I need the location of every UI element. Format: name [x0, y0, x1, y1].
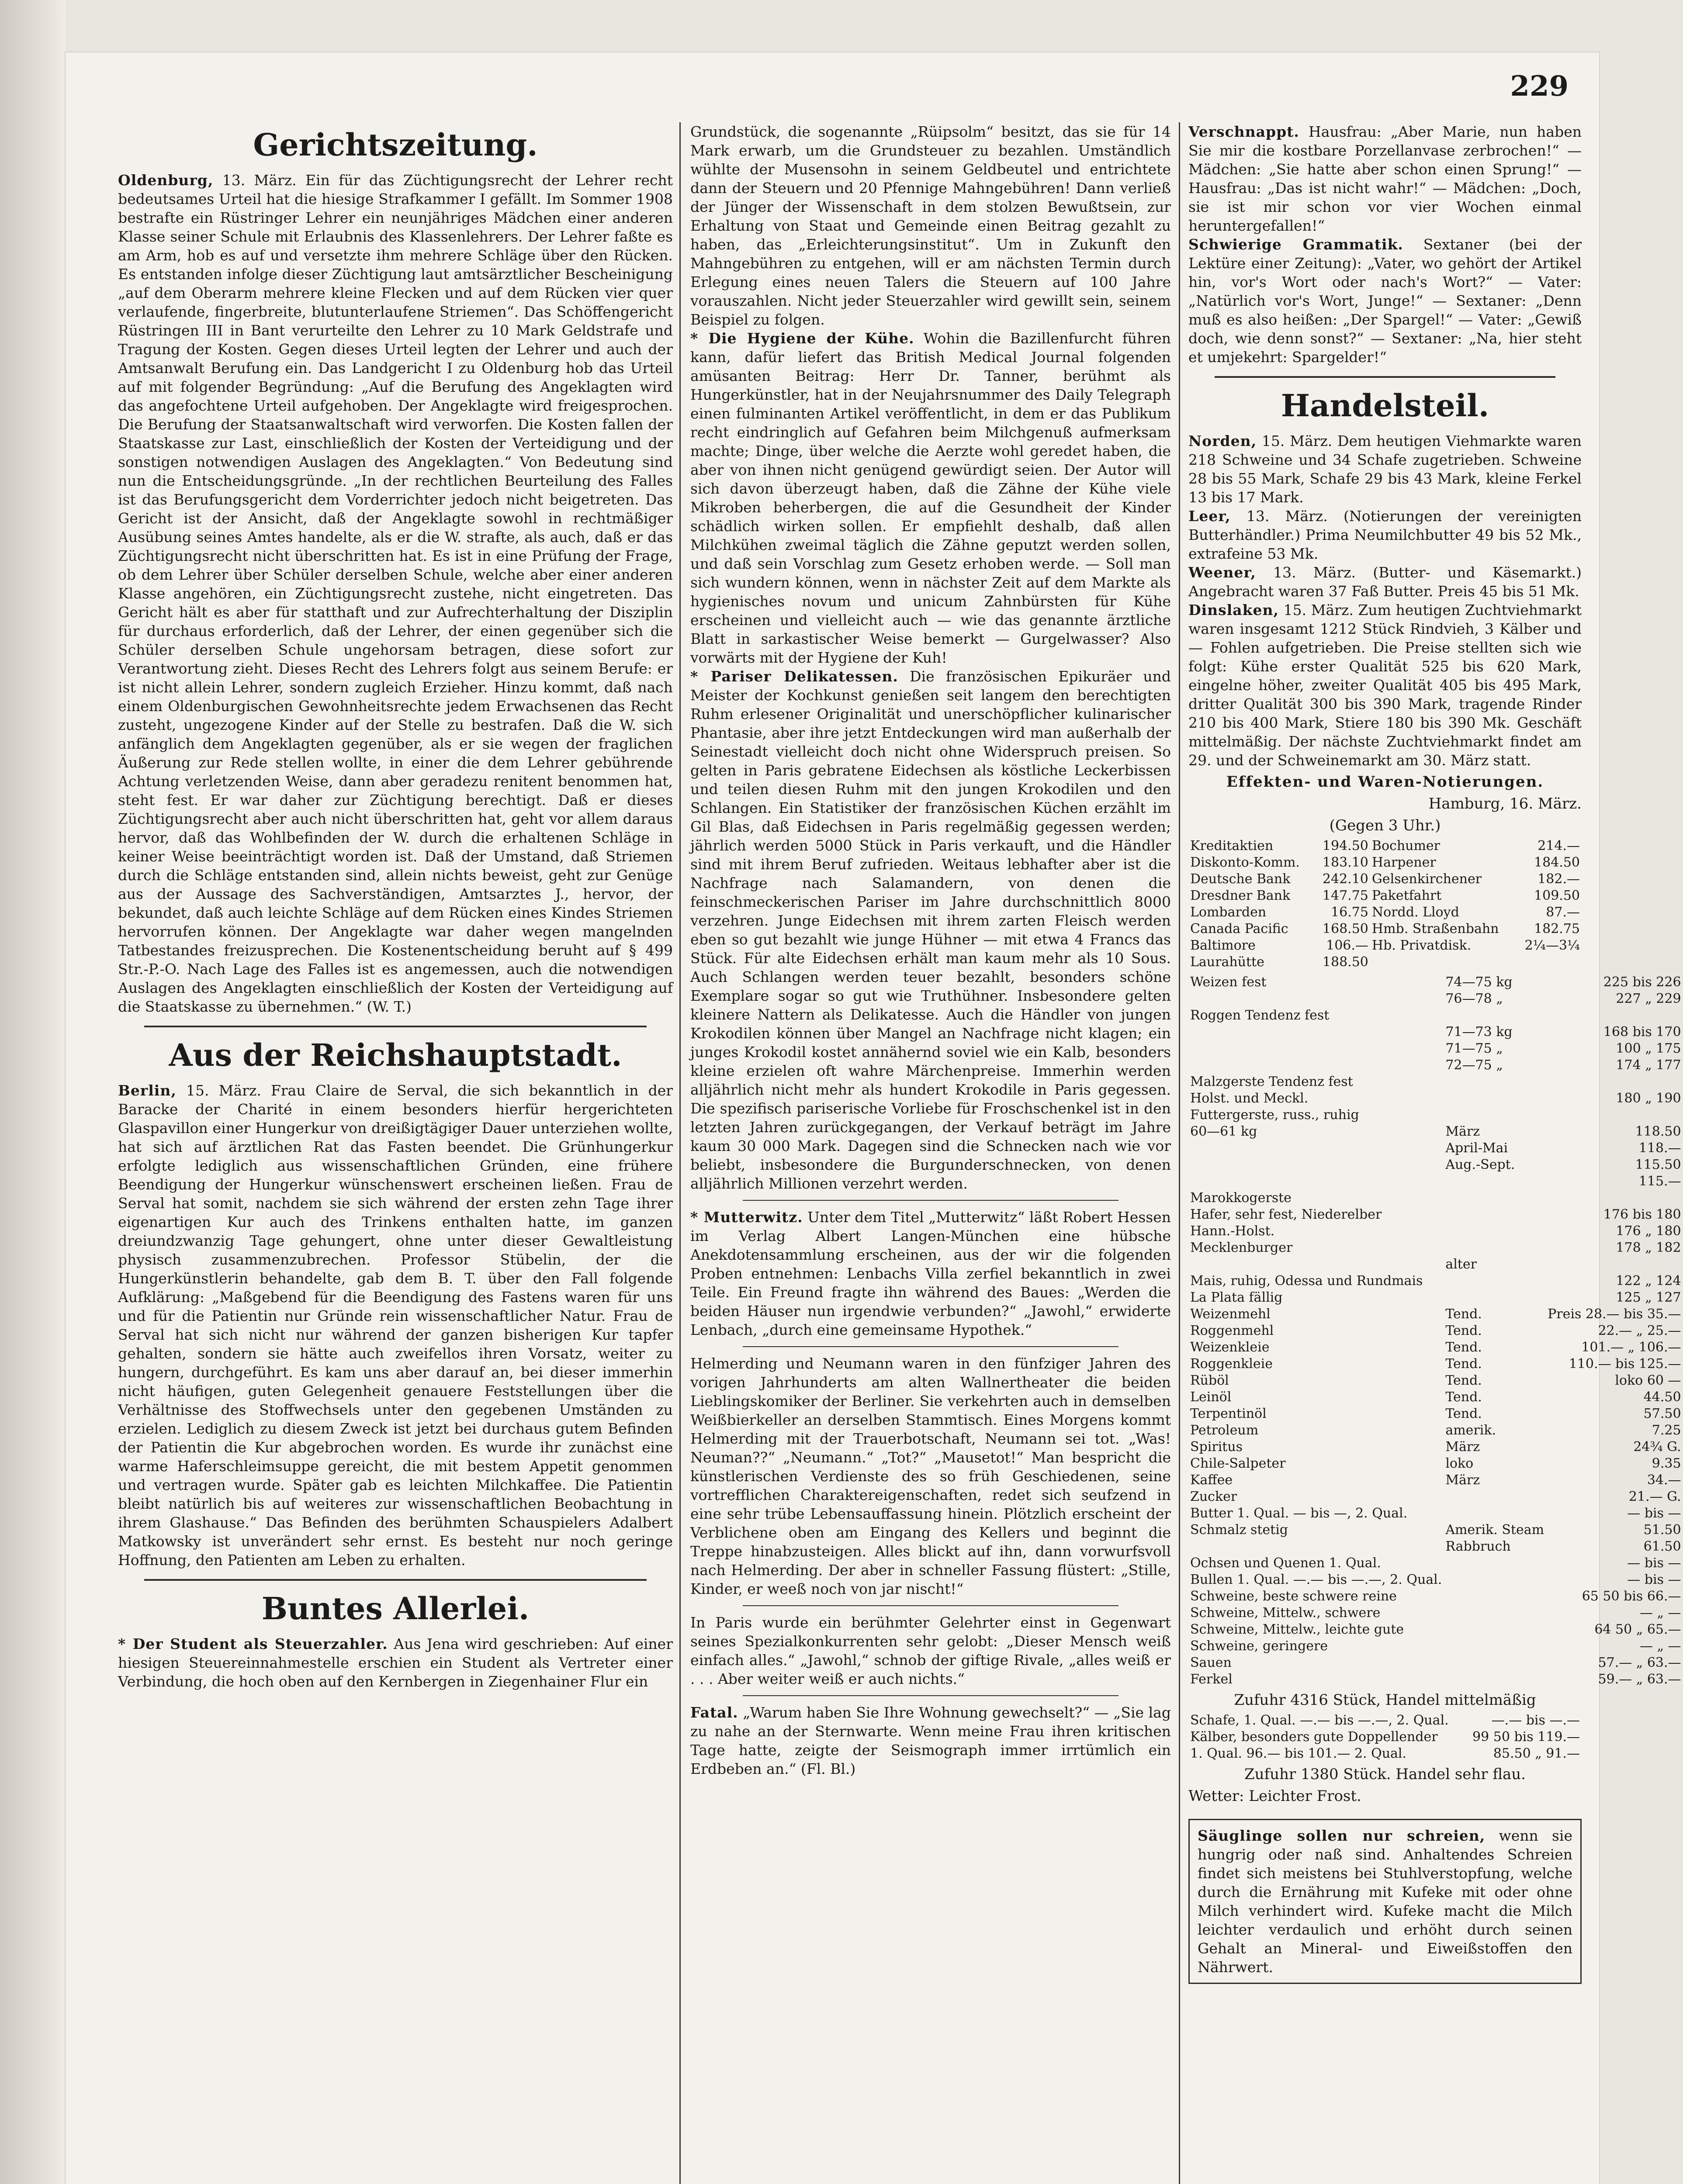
table-cell: 174 „ 177: [1616, 1057, 1681, 1073]
table-row: [1188, 1555, 1683, 1572]
article-text: [690, 1703, 1171, 1778]
table-cell: Schweine, beste schwere reine: [1190, 1589, 1397, 1604]
table-cell: Tend.: [1445, 1340, 1482, 1355]
table-cell: 71—73 kg: [1445, 1024, 1513, 1040]
article-lead: Fatal.: [690, 1704, 738, 1721]
article-lead: * Pariser Delikatessen.: [690, 668, 898, 685]
table-cell: loko 60 —: [1615, 1373, 1681, 1388]
table-cell: [1546, 1074, 1683, 1090]
table-row: [1188, 1489, 1683, 1505]
table-cell: 72—75 „: [1445, 1057, 1503, 1073]
table-row: [1188, 1190, 1683, 1206]
page-number: 229: [1510, 70, 1569, 103]
table-row: [1188, 1406, 1683, 1422]
article-body: Sextaner (bei der Lektüre einer Zeitung): „Vater, wo gehört der Artikel hin, vor's Wort oder nach's Wort?“ — Vater: „Natürlich vor's Wort, Junge!“ — Sextaner: „Denn muß es also heißen: „Der Spargel!“ — Vater: „Gewiß doch, wie denn sonst?“ — Sextaner: „Na, hier steht et umjekehrt: Spargelder!“: [1188, 236, 1582, 366]
table-cell: loko: [1445, 1456, 1474, 1471]
table-cell: 87.—: [1546, 905, 1580, 920]
table-cell: Lombarden: [1190, 905, 1267, 920]
table-cell: Kälber, besonders gute Doppellender: [1190, 1729, 1438, 1745]
article-lead: Verschnappt.: [1188, 123, 1299, 140]
table-cell: Holst. und Meckl.: [1190, 1091, 1309, 1106]
table-cell: 183.10: [1322, 855, 1368, 870]
table-cell: 85.50 „ 91.—: [1493, 1746, 1580, 1761]
table-row: [1188, 1729, 1582, 1745]
table-cell: März: [1445, 1472, 1480, 1488]
table-cell: [1444, 1206, 1546, 1223]
table-cell: 21.— G.: [1628, 1489, 1681, 1504]
table-cell: Weizen fest: [1190, 975, 1267, 990]
table-cell: 182.—: [1538, 871, 1580, 887]
divider: [1215, 376, 1555, 378]
table-cell: 227 „ 229: [1616, 991, 1681, 1006]
table-cell: [1444, 1489, 1546, 1505]
table-cell: Roggenmehl: [1190, 1323, 1274, 1338]
table-cell: 7.25: [1652, 1423, 1681, 1438]
table-cell: Hafer, sehr fest, Niederelber: [1190, 1207, 1382, 1222]
table-row: [1188, 1289, 1683, 1306]
table-cell: Amerik. Steam: [1445, 1522, 1544, 1538]
table-cell: Spiritus: [1190, 1439, 1243, 1455]
table-row: [1188, 1605, 1683, 1621]
article-text: [690, 667, 1171, 1193]
table-cell: — bis —: [1627, 1572, 1681, 1587]
table-cell: 51.50: [1643, 1522, 1681, 1538]
article-body: Hausfrau: „Aber Marie, nun haben Sie mir die kostbare Porzellanvase zerbrochen!“ — Mädchen: „Sie hatte aber schon einen Sprung!“ — Hausfrau: „Das ist nicht wahr!“ — Mädchen: „Doch, sie ist mir schon vor vier Wochen einmal heruntergefallen!“: [1188, 123, 1582, 234]
table-row: [1188, 854, 1582, 871]
table-cell: Ferkel: [1190, 1672, 1233, 1687]
table-cell: Tend.: [1445, 1406, 1482, 1421]
column-1: [118, 122, 673, 2184]
sheep-table: [1188, 1712, 1582, 1762]
article-text: [118, 171, 673, 1016]
advertisement-text: [1198, 1826, 1572, 1977]
advertisement-lead: Säuglinge sollen nur schreien,: [1198, 1827, 1486, 1844]
table-row: [1188, 1422, 1683, 1439]
article-lead: * Die Hygiene der Kühe.: [690, 330, 914, 347]
table-cell: Mais, ruhig, Odessa und Rundmais: [1190, 1273, 1423, 1289]
table-row: [1188, 1240, 1683, 1256]
divider: [144, 1026, 647, 1027]
article-text: Helmerding und Neumann waren in den fünfziger Jahren des vorigen Jahrhunderts am alten Wallnertheater die beiden Lieblingskomiker der Berliner. Sie verkehrten auch in demselben Weißbierkeller an derselben Stammtisch. Eines Morgens kommt Helmerding mit der Trauerbotschaft, Neumann sei tot. „Was! Neuman??“ „Neumann.“ „Tot?“ „Mausetot!“ Man bespricht die künstlerischen Verdienste des so früh Geschiedenen, seine vortrefflichen Charaktereigenschaften, redet sich seufzend in eine sehr trübe Lebensauffassung hinein. Plötzlich erscheint der Verblichene oben am Eingang des Kellers und beginnt die Treppe hinabzusteigen. Alles blickt auf ihn, dann vorwurfsvoll nach Helmerding. Der aber in schneller Fassung flüstert: „Stille, Kinder, er weeß noch von jar nischt!“: [690, 1355, 1171, 1597]
table-cell: Mecklenburger: [1190, 1240, 1293, 1255]
table-cell: Baltimore: [1190, 938, 1256, 953]
table-cell: Harpener: [1371, 855, 1436, 870]
table-cell: [1188, 1173, 1444, 1190]
table-cell: [1188, 991, 1444, 1007]
table-cell: Schweine, geringere: [1190, 1638, 1328, 1654]
article-lead: Dinslaken,: [1188, 601, 1279, 619]
table-cell: 122 „ 124: [1616, 1273, 1681, 1289]
table-cell: Canada Pacific: [1190, 921, 1288, 936]
table-row: [1188, 991, 1683, 1007]
table-cell: [1188, 1057, 1444, 1074]
section-heading: Gerichtszeitung.: [253, 127, 538, 163]
table-cell: [1444, 1638, 1546, 1655]
table-cell: 101.— „ 106.—: [1581, 1340, 1681, 1355]
table-cell: 180 „ 190: [1616, 1091, 1681, 1106]
table-row: [1188, 1057, 1683, 1074]
article-body: Wohin die Bazillenfurcht führen kann, dafür liefert das British Medical Journal folgenden amüsanten Beitrag: Herr Dr. Tanner, berühmt als Hungerkünstler, hat in der Neujahrsnummer des Daily Telegraph einen fulminanten Artikel veröffentlicht, in dem er das Publikum recht eindringlich auf Gefahren beim Milchgenuß aufmerksam machte; Dinge, über welche die Aerzte wohl geredet haben, die aber von ihnen nicht genügend gewürdigt seien. Der Autor will sich davon überzeugt haben, daß die Zähne der Kühe viele Mikroben beherbergen, die auf die Gesundheit der Kinder schädlich wirken sollen. Er empfiehlt deshalb, daß allen Milchkühen zweimal täglich die Zähne geputzt werden sollen, und daß sein Vorschlag zum Gesetz erhoben werde. — Soll man sich wundern können, wenn in nächster Zeit auf dem Markte als hygienisches novum und unicum Zahnbürsten für Kühe erscheinen und vielleicht auch — wie das genannte ärztliche Blatt in sarkastischer Weise bemerkt — Gurgelwasser? Also vorwärts mit der Hygiene der Kuh!: [690, 330, 1171, 666]
table-row: [1188, 1157, 1683, 1173]
quotes-place: Hamburg, 16. März.: [1428, 795, 1582, 812]
table-cell: Malzgerste Tendenz fest: [1190, 1074, 1353, 1089]
table-cell: [1444, 1505, 1546, 1522]
supply-note: Zufuhr 4316 Stück, Handel mittelmäßig: [1234, 1691, 1536, 1709]
table-cell: Bullen 1. Qual. —.— bis —.—, 2. Qual.: [1190, 1572, 1442, 1587]
table-cell: Sauen: [1190, 1655, 1232, 1670]
table-cell: 178 „ 182: [1616, 1240, 1681, 1255]
table-cell: [1444, 1273, 1546, 1289]
table-cell: — bis —: [1627, 1555, 1681, 1571]
stock-table: [1188, 838, 1582, 971]
table-cell: [1444, 1190, 1546, 1206]
table-row: [1188, 888, 1582, 904]
article-body: Unter dem Titel „Mutterwitz“ läßt Robert Hessen im Verlag Albert Langen-München eine hübsche Anekdotensammlung erscheinen, aus der wir die folgenden Proben entnehmen: Lenbachs Villa zerfiel bekanntlich in zwei Teile. Ein Freund fragte ihn während des Baues: „Werden die beiden Häuser nun irgendwie verbunden?“ „Jawohl,“ erwiderte Lenbach, „durch eine gemeinsame Hypothek.“: [690, 1209, 1171, 1338]
table-row: [1188, 871, 1582, 888]
table-row: [1188, 1223, 1683, 1240]
table-cell: Laurahütte: [1190, 954, 1264, 970]
table-cell: [1444, 1074, 1546, 1090]
table-cell: amerik.: [1445, 1423, 1496, 1438]
table-row: [1188, 1522, 1683, 1538]
table-cell: 176 „ 180: [1616, 1223, 1681, 1239]
article-lead: Weener,: [1188, 564, 1256, 581]
table-cell: 57.50: [1643, 1406, 1681, 1421]
table-cell: [1444, 1090, 1546, 1107]
table-cell: Petroleum: [1190, 1423, 1259, 1438]
table-row: [1188, 1655, 1683, 1671]
table-row: [1188, 1538, 1683, 1555]
table-cell: Tend.: [1445, 1356, 1482, 1372]
table-cell: Tend.: [1445, 1373, 1482, 1388]
table-cell: Schmalz stetig: [1190, 1522, 1288, 1538]
table-cell: Roggen Tendenz fest: [1190, 1008, 1330, 1023]
column-2: [690, 122, 1171, 2184]
table-cell: Deutsche Bank: [1190, 871, 1291, 887]
table-cell: Nordd. Lloyd: [1371, 905, 1459, 920]
table-cell: Schweine, Mittelw., schwere: [1190, 1605, 1381, 1621]
table-row: [1188, 1372, 1683, 1389]
table-cell: 115.—: [1638, 1174, 1681, 1189]
table-cell: 100 „ 175: [1616, 1041, 1681, 1056]
table-cell: — „ —: [1639, 1638, 1681, 1654]
weather-note: Wetter: Leichter Frost.: [1188, 1787, 1361, 1805]
table-cell: Bochumer: [1371, 838, 1440, 854]
table-cell: [1546, 1107, 1683, 1123]
table-cell: [1444, 1240, 1546, 1256]
article-text: [690, 1208, 1171, 1339]
table-cell: [1188, 1538, 1444, 1555]
table-cell: — bis —: [1627, 1506, 1681, 1521]
table-cell: 110.— bis 125.—: [1569, 1356, 1681, 1372]
table-cell: [1188, 1040, 1444, 1057]
article-lead: Oldenburg,: [118, 172, 214, 189]
table-cell: 64 50 „ 65.—: [1594, 1622, 1681, 1637]
stock-table-body: [1188, 838, 1582, 971]
article-body: 15. März. Zum heutigen Zuchtviehmarkt waren insgesamt 1212 Stück Rindvieh, 3 Kälber und — Fohlen aufgetrieben. Die Preise stellten sich wie folgt: Kühe erster Qualität 525 bis 620 Mark, eingelne höher, zweiter Qualität 405 bis 495 Mark, dritter Qualität 300 bis 390 Mark, tragende Rinder 210 bis 400 Mark, Stiere 180 bis 390 Mk. Geschäft mittelmäßig. Der nächste Zuchtviehmarkt findet am 29. und der Schweinemarkt am 30. März statt.: [1188, 601, 1582, 769]
table-cell: 184.50: [1534, 855, 1580, 870]
table-cell: [1444, 1107, 1546, 1123]
section-heading: Aus der Reichshauptstadt.: [169, 1037, 622, 1073]
table-cell: 194.50: [1322, 838, 1368, 854]
table-row: [1188, 1007, 1683, 1024]
table-cell: [1188, 1256, 1444, 1273]
table-cell: März: [1445, 1439, 1480, 1455]
article-lead: * Mutterwitz.: [690, 1209, 803, 1226]
table-row: [1188, 1256, 1683, 1273]
table-row: [1188, 1040, 1683, 1057]
table-cell: 65 50 bis 66.—: [1582, 1589, 1681, 1604]
table-cell: 214.—: [1538, 838, 1580, 854]
table-row: [1188, 1472, 1683, 1489]
table-row: [1188, 1090, 1683, 1107]
table-cell: Dresdner Bank: [1190, 888, 1291, 903]
column-3: [1188, 122, 1681, 2184]
table-cell: Hann.-Holst.: [1190, 1223, 1275, 1239]
table-cell: [1444, 1655, 1546, 1671]
table-cell: 34.—: [1647, 1472, 1681, 1488]
article-text: In Paris wurde ein berühmter Gelehrter einst in Gegenwart seines Spezialkonkurrenten sehr gelobt: „Dieser Mensch weiß einfach alles.“ „Jawohl,“ schnob der giftige Rivale, „alles weiß er . . . Aber weiter weiß er auch nichts.“: [690, 1614, 1171, 1687]
table-cell: Rüböl: [1190, 1373, 1229, 1388]
table-cell: [1546, 1190, 1683, 1206]
table-cell: Butter 1. Qual. — bis —, 2. Qual.: [1190, 1506, 1408, 1521]
advertisement-body: wenn sie hungrig oder naß sind. Anhaltendes Schreien findet sich meistens bei Stuhlverstopfung, welche durch die Ernährung mit Kufeke mit oder ohne Milch verhindert wird. Kufeke macht die Milch leichter verdaulich und erhöht durch seinen Gehalt an Mineral- und Eiweißstoffen den Nährwert.: [1198, 1827, 1573, 1976]
divider: [144, 1579, 647, 1581]
article-text: [1188, 235, 1582, 366]
table-cell: Schafe, 1. Qual. —.— bis —.—, 2. Qual.: [1190, 1713, 1449, 1728]
table-cell: Marokkogerste: [1190, 1190, 1292, 1206]
article-text: [1188, 432, 1582, 507]
table-cell: [1188, 1140, 1444, 1157]
table-cell: 182.75: [1534, 921, 1580, 936]
table-cell: 71—75 „: [1445, 1041, 1503, 1056]
table-row: [1188, 1107, 1683, 1123]
goods-table: [1188, 974, 1683, 1688]
table-cell: 60—61 kg: [1190, 1124, 1257, 1139]
table-row: [1188, 1572, 1683, 1588]
table-cell: 188.50: [1322, 954, 1368, 970]
table-cell: 225 bis 226: [1603, 975, 1681, 990]
table-row: [1188, 1173, 1683, 1190]
table-row: [1188, 1505, 1683, 1522]
table-row: [1188, 838, 1582, 854]
table-row: [1188, 1455, 1683, 1472]
table-row: [1188, 1273, 1683, 1289]
table-row: [1188, 1389, 1683, 1406]
goods-table-body: [1188, 974, 1683, 1688]
table-row: [1188, 1074, 1683, 1090]
table-cell: 99 50 bis 119.—: [1472, 1729, 1580, 1745]
column-rule: [679, 122, 681, 2184]
table-row: [1188, 1356, 1683, 1372]
table-cell: 115.50: [1635, 1157, 1681, 1172]
article-lead: * Der Student als Steuerzahler.: [118, 1635, 388, 1652]
article-body: „Warum haben Sie Ihre Wohnung gewechselt?“ — „Sie lag zu nahe an der Sternwarte. Wenn meine Frau ihren kritischen Tage hatte, zeigte der Seismograph immer irrtümlich ein Erdbeben an.“ (Fl. Bl.): [690, 1704, 1171, 1777]
table-cell: [1444, 1007, 1546, 1024]
divider: [743, 1605, 1119, 1606]
table-cell: [1444, 1555, 1546, 1572]
table-cell: 168.50: [1322, 921, 1368, 936]
table-cell: Ochsen und Quenen 1. Qual.: [1190, 1555, 1381, 1571]
table-cell: 106.—: [1326, 938, 1368, 953]
table-cell: Schweine, Mittelw., leichte gute: [1190, 1622, 1404, 1637]
article-lead: Schwierige Grammatik.: [1188, 236, 1403, 253]
table-row: [1188, 1339, 1683, 1356]
article-body: 13. März. (Notierungen der vereinigten Butterhändler.) Prima Neumilchbutter 49 bis 52 Mk., extrafeine 53 Mk.: [1188, 508, 1582, 562]
table-cell: [1444, 1605, 1546, 1621]
table-cell: [1444, 1671, 1546, 1688]
table-row: [1188, 1671, 1683, 1688]
article-body: 15. März. Dem heutigen Viehmarkte waren 218 Schweine und 34 Schafe zugetrieben. Schweine 28 bis 55 Mark, Schafe 29 bis 43 Mark, kleine Ferkel 13 bis 17 Mark.: [1188, 432, 1582, 506]
table-row: [1188, 1306, 1683, 1323]
table-cell: Roggenkleie: [1190, 1356, 1273, 1372]
table-cell: Kreditaktien: [1190, 838, 1274, 854]
table-cell: [1444, 1588, 1546, 1605]
table-cell: Kaffee: [1190, 1472, 1233, 1488]
table-cell: [1444, 1223, 1546, 1240]
table-cell: — „ —: [1639, 1605, 1681, 1621]
table-cell: Zucker: [1190, 1489, 1237, 1504]
table-cell: Aug.-Sept.: [1445, 1157, 1515, 1172]
quotes-title: Effekten- und Waren-Notierungen.: [1226, 773, 1544, 791]
table-row: [1188, 921, 1582, 937]
table-cell: 16.75: [1331, 905, 1368, 920]
article-body: 13. März. (Butter- und Käsemarkt.) Angebracht waren 37 Faß Butter. Preis 45 bis 51 Mk.: [1188, 564, 1582, 600]
table-cell: 109.50: [1534, 888, 1580, 903]
section-heading: Handelsteil.: [1281, 387, 1489, 424]
table-cell: Hmb. Straßenbahn: [1371, 921, 1499, 936]
table-cell: [1188, 1024, 1444, 1040]
book-spine: [0, 0, 66, 2184]
article-text: [690, 329, 1171, 667]
quotes-time: (Gegen 3 Uhr.): [1329, 817, 1441, 834]
table-cell: Paketfahrt: [1371, 888, 1442, 903]
table-cell: Terpentinöl: [1190, 1406, 1267, 1421]
article-lead: Norden,: [1188, 432, 1257, 449]
table-row: [1188, 1123, 1683, 1140]
table-cell: Tend.: [1445, 1306, 1482, 1322]
table-cell: Tend.: [1445, 1389, 1482, 1405]
table-cell: 147.75: [1322, 888, 1368, 903]
table-cell: [1546, 1256, 1683, 1273]
table-cell: [1444, 1621, 1546, 1638]
table-cell: Hb. Privatdisk.: [1371, 938, 1472, 953]
table-row: [1188, 1712, 1582, 1729]
table-cell: [1444, 1572, 1546, 1588]
section-heading: Buntes Allerlei.: [261, 1590, 530, 1627]
article-text: [1188, 122, 1582, 235]
table-cell: Weizenmehl: [1190, 1306, 1271, 1322]
table-row: [1188, 937, 1582, 954]
article-text: Grundstück, die sogenannte „Rüipsolm“ besitzt, das sie für 14 Mark erwarb, um die Grundsteuer zu bezahlen. Umständlich wühlte der Musensohn in seinem Geldbeutel und entrichtete dann der Steuern und 20 Pfennige Mahngebühren! Dann verließ der Jünger der Wissenschaft in dem stolzen Bewußtsein, zur Erhaltung von Staat und Gemeinde einen Beitrag gezahlt zu haben, das „Erleichterungsinstitut“. Um in Zukunft den Mahngebühren zu entgehen, will er am nächsten Termin durch Erlegung eines neuen Talers die Steuern auf 100 Jahre vorauszahlen. Nicht jeder Steuerzahler wird gewillt sein, seinem Beispiel zu folgen.: [690, 123, 1171, 328]
newspaper-page: [66, 52, 1681, 2184]
article-body: 13. März. Ein für das Züchtigungsrecht der Lehrer recht bedeutsames Urteil hat die hiesige Strafkammer I gefällt. Im Sommer 1908 bestrafte ein Rüstringer Lehrer ein neunjähriges Mädchen einer anderen Klasse seiner Schule mit Erlaubnis des Klassenlehrers. Der Lehrer faßte es am Arm, hob es auf und versetzte ihm mehrere Schläge über den Rücken. Es entstanden infolge dieser Züchtigung laut amtsärztlicher Bescheinigung „auf dem Oberarm mehrere kleine Flecken und auf dem Rücken vier quer verlaufende, fingerbreite, blutunterlaufene Striemen“. Das Schöffengericht Rüstringen III in Bant verurteilte den Lehrer zu 10 Mark Geldstrafe und Tragung der Kosten. Gegen dieses Urteil legten der Lehrer und auch der Amtsanwalt Berufung ein. Das Landgericht I zu Oldenburg hob das Urteil auf mit folgender Begründung: „Auf die Berufung des Angeklagten wird das angefochtene Urteil aufgehoben. Der Angeklagte wird freigesprochen. Die Berufung der Staatsanwaltschaft wird verworfen. Die Kosten fallen der Staatskasse zur Last, einschließlich der Kosten der Verteidigung und der sonstigen notwendigen Auslagen des Angeklagten.“ Von Bedeutung sind nun die Entscheidungsgründe. „In der rechtlichen Beurteilung des Falles ist das Berufungsgericht dem Vorderrichter jedoch nicht beigetreten. Das Gericht ist der Ansicht, daß der Angeklagte sowohl in rechtmäßiger Ausübung seines Amtes handelte, als er die W. strafte, als auch, daß er das Züchtigungsrecht nicht überschritten hat. Es ist in eine Prüfung der Frage, ob dem Lehrer über Schüler derselben Schule, welche aber einer anderen Klasse angehören, ein Züchtigungsrecht zustehe, nicht eingetreten. Das Gericht hält es aber für statthaft und zur Aufrechterhaltung der Disziplin für durchaus erforderlich, daß der Lehrer, der einen gegenüber sich die Schüler derselben Schule ungehorsam betragen, diese sofort zur Verantwortung zieht. Dieses Recht des Lehrers folgt aus seinem Berufe: er ist nicht allein Lehrer, sondern zugleich Erzieher. Hinzu kommt, daß nach einem Oldenburgischen Gewohnheitsrechte jedem Erwachsenen das Recht zusteht, ungezogene Kinder auf der Stelle zu bestrafen. Daß die W. sich anfänglich dem Angeklagten gegenüber, als er sie wegen der fraglichen Äußerung zur Rede stellen wollte, in einer die dem Lehrer gebührende Achtung verletzenden Weise, dann aber geradezu renitent benommen hat, steht fest. Er war daher zur Züchtigung berechtigt. Daß er dieses Züchtigungsrecht aber auch nicht überschritten hat, geht vor allem daraus hervor, daß das Wohlbefinden der W. durch die erhaltenen Schläge in keiner Weise beeinträchtigt worden ist. Daß der Umstand, daß Striemen durch die Schläge entstanden sind, allein nichts beweist, geht zur Genüge aus der Aussage des Sachverständigen, Amtsarztes J., hervor, der bekundet, daß auch leichte Schläge auf dem Rücken eines Kindes Striemen hervorrufen können. Der Angeklagte war daher wegen mangelnden Tatbestandes freizusprechen. Die Kostenentscheidung beruht auf § 499 Str.-P.-O. Nach Lage des Falles ist es angemessen, auch die notwendigen Auslagen des Angeklagten einschließlich der Kosten der Verteidigung auf die Staatskasse zu übernehmen.“ (W. T.): [118, 172, 673, 1015]
divider: [743, 1695, 1119, 1696]
table-row: [1188, 1024, 1683, 1040]
article-body: Aus Jena wird geschrieben: Auf einer hiesigen Steuereinnahmestelle erschien ein Student als Vertreter einer Verbindung, die hoch oben auf den Kernbergen in Ziegenhainer Flur ein: [118, 1635, 673, 1690]
table-cell: [1370, 954, 1516, 971]
table-cell: 125 „ 127: [1616, 1290, 1681, 1305]
table-row: [1188, 954, 1582, 971]
table-cell: Leinöl: [1190, 1389, 1232, 1405]
table-cell: 9.35: [1652, 1456, 1681, 1471]
table-cell: 118.50: [1635, 1124, 1681, 1139]
table-cell: Futtergerste, russ., ruhig: [1190, 1107, 1359, 1123]
table-row: [1188, 1323, 1683, 1339]
advertisement-box: [1188, 1819, 1582, 1984]
table-cell: 76—78 „: [1445, 991, 1503, 1006]
table-cell: —.— bis —.—: [1491, 1713, 1580, 1728]
table-cell: Gelsenkirchener: [1371, 871, 1482, 887]
table-cell: Diskonto-Komm.: [1190, 855, 1300, 870]
table-row: [1188, 1140, 1683, 1157]
article-text: [118, 1081, 673, 1569]
table-cell: Weizenkleie: [1190, 1340, 1270, 1355]
table-row: [1188, 974, 1683, 991]
article-text: [1188, 507, 1582, 563]
article-text: [1188, 601, 1582, 770]
table-cell: Tend.: [1445, 1323, 1482, 1338]
table-cell: [1546, 1007, 1683, 1024]
table-cell: [1444, 1173, 1546, 1190]
table-row: [1188, 1638, 1683, 1655]
table-cell: 118.—: [1638, 1140, 1681, 1156]
table-cell: 242.10: [1322, 871, 1368, 887]
table-cell: 44.50: [1643, 1389, 1681, 1405]
divider: [743, 1200, 1119, 1201]
table-cell: 74—75 kg: [1445, 975, 1513, 990]
table-cell: 1. Qual. 96.— bis 101.— 2. Qual.: [1190, 1746, 1407, 1761]
table-row: [1188, 1745, 1582, 1762]
table-row: [1188, 1439, 1683, 1455]
table-cell: alter: [1445, 1257, 1477, 1272]
article-text: [118, 1635, 673, 1691]
table-row: [1188, 904, 1582, 921]
supply-note: Zufuhr 1380 Stück. Handel sehr flau.: [1244, 1766, 1526, 1783]
table-cell: März: [1445, 1124, 1480, 1139]
article-lead: Berlin,: [118, 1082, 177, 1099]
table-cell: [1516, 954, 1582, 971]
table-cell: 2¼—3¼: [1524, 938, 1580, 953]
table-cell: Chile-Salpeter: [1190, 1456, 1286, 1471]
article-body: Die französischen Epikuräer und Meister der Kochkunst genießen seit langem den berechtigten Ruhm erlesener Originalität und unerschöpflicher kulinarischer Phantasie, aber ihre jetzt Entdeckungen wird man außerhalb der Seinestadt vielleicht doch nicht ohne Widerspruch preisen. So gelten in Paris gebratene Eidechsen als köstliche Leckerbissen und teilen diesen Ruhm mit den jungen Krokodilen und den Schlangen. Ein Statistiker der französischen Küchen erzählt im Gil Blas, daß Eidechsen in Paris regelmäßig gegessen werden; jährlich werden 5000 Stück in Paris verkauft, und die Händler sind mit ihrem Beruf zufrieden. Weitaus lebhafter aber ist die Nachfrage nach Salamandern, von denen die feinschmeckerischen Pariser im Jahre durchschnittlich 8000 verzehren. Junge Eidechsen mit ihrem zarten Fleisch werden eben so gut bezahlt wie junge Hühner — mit etwa 4 Francs das Stück. Für alte Eidechsen erhält man kaum mehr als 10 Sous. Auch Schlangen werden teuer bezahlt, besonders schöne Exemplare sogar so gut wie Truthühner. Insbesondere gelten kleinere Nattern als Delikatesse. Auch die Händler von jungen Krokodilen können über Mangel an Nachfrage nicht klagen; ein junges Krokodil kostet annähernd soviel wie ein Kalb, besonders kleine erzielen oft wahre Märchenpreise. Immerhin werden alljährlich nicht mehr als hundert Krokodile in Paris gegessen. Die spezifisch pariserische Vorliebe für Froschschenkel ist in den letzten Jahren zurückgegangen, der Verkauf beträgt im Jahre kaum 30 000 Mark. Dagegen sind die Schnecken nach wie vor beliebt, insbesondere die Burgunderschnecken, von denen alljährlich Millionen verzehrt werden.: [690, 668, 1171, 1192]
table-cell: 176 bis 180: [1603, 1207, 1681, 1222]
table-cell: [1188, 1157, 1444, 1173]
table-cell: 57.— „ 63.—: [1598, 1655, 1681, 1670]
table-cell: La Plata fällig: [1190, 1290, 1283, 1305]
table-row: [1188, 1588, 1683, 1605]
column-rule: [1179, 122, 1180, 2184]
divider: [743, 1346, 1119, 1347]
table-cell: Rabbruch: [1445, 1539, 1511, 1554]
table-row: [1188, 1206, 1683, 1223]
article-body: 15. März. Frau Claire de Serval, die sich bekanntlich in der Baracke der Charité in einem besonders hierfür hergerichteten Glaspavillon einer Hungerkur von dreißigtägiger Dauer unterziehen wollte, hat sich auf ärztlichen Rat das Fasten beendet. Die Grünhungerkur erfolgte lediglich aus wissenschaftlichen Gründen, eine frühere Beendigung der Hungerkur wünschenswert erscheinen ließen. Frau de Serval hat somit, nachdem sie sich während der ersten zehn Tage ihrer eigenartigen Kur auch des Trinkens enthalten hatte, im ganzen dreiundzwanzig Tage gehungert, ohne unter dieser Gewaltleistung physisch zusammenzubrechen. Professor Stübelin, der die Hungerkünstlerin behandelte, gab dem B. T. über den Fall folgende Aufklärung: „Maßgebend für die Beendigung des Fastens waren für uns und für die Patientin nur Gründe rein wissenschaftlicher Natur. Frau de Serval hat sich nicht nur während der ganzen bisherigen Kur tapfer gehalten, sondern sie hätte auch zweifellos ihren Vorsatz, weiter zu hungern, durchgeführt. Es kam uns aber darauf an, bei dieser immerhin nicht häufigen, guten Gelegenheit genauere Feststellungen über die Verhältnisse des Stoffwechsels unter den gegebenen Umständen zu erzielen. Lediglich zu diesem Zweck ist jetzt bei durchaus gutem Befinden der Patientin die Kur abgebrochen worden. Es wurde ihr zunächst eine warme Haferschleimsuppe gereicht, die mit bestem Appetit genommen und vertragen wurde. Später gab es leichten Milchkaffee. Die Patientin bleibt natürlich bis auf weiteres zur wissenschaftlichen Beobachtung in ihrem Glashause.“ Das Befinden des berühmten Schauspielers Adalbert Matkowsky ist unverändert sehr ernst. Es besteht nur noch geringe Hoffnung, den Patienten am Leben zu erhalten.: [118, 1082, 673, 1569]
table-cell: [1444, 1289, 1546, 1306]
table-cell: 59.— „ 63.—: [1598, 1672, 1681, 1687]
article-lead: Leer,: [1188, 508, 1231, 525]
table-cell: 22.— „ 25.—: [1598, 1323, 1681, 1338]
table-cell: April-Mai: [1445, 1140, 1508, 1156]
article-text: [1188, 563, 1582, 601]
table-cell: Preis 28.— bis 35.—: [1548, 1306, 1681, 1322]
table-cell: 61.50: [1643, 1539, 1681, 1554]
table-cell: 24¾ G.: [1633, 1439, 1681, 1455]
table-cell: 168 bis 170: [1603, 1024, 1681, 1040]
table-row: [1188, 1621, 1683, 1638]
sheep-table-body: [1188, 1712, 1582, 1762]
